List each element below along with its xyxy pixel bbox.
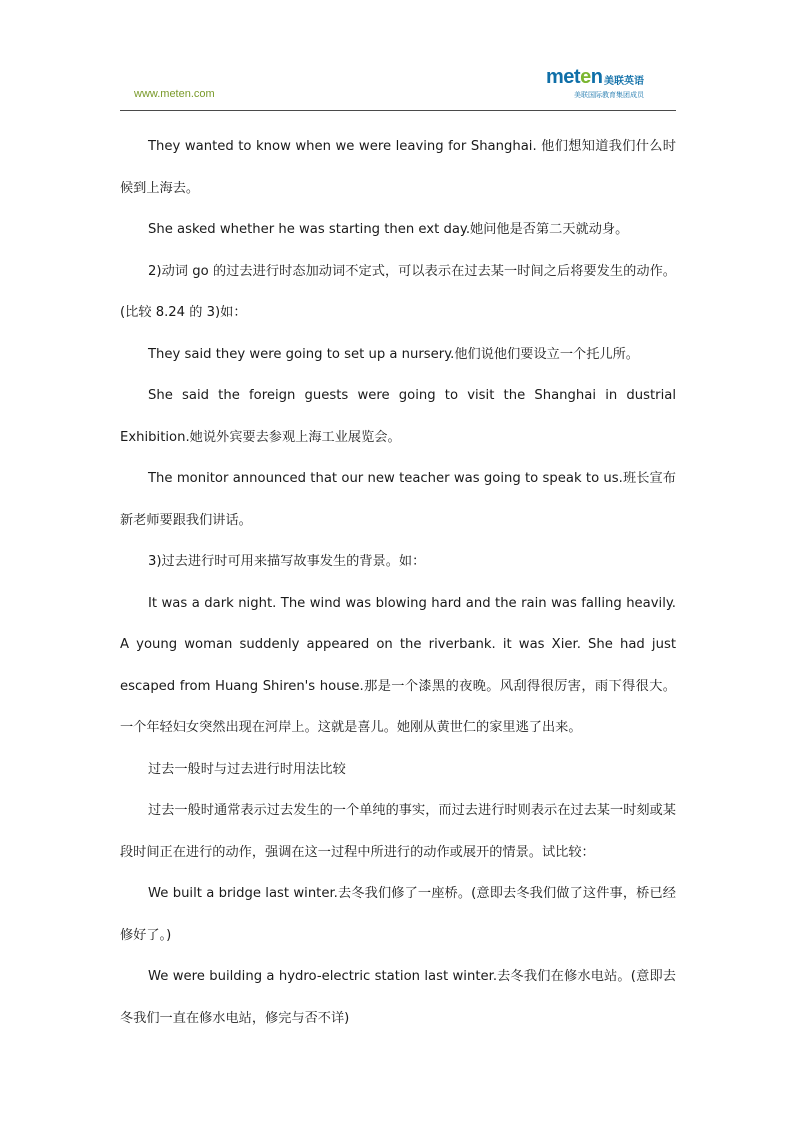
paragraph: We were building a hydro-electric station last winter.去冬我们在修水电站。(意即去冬我们一直在修水电站，修完与否不详) xyxy=(120,969,676,1026)
site-url[interactable]: www.meten.com xyxy=(134,88,215,100)
logo-subtitle: 美联国际教育集团成员 xyxy=(574,91,644,99)
paragraph: 2)动词 go 的过去进行时态加动词不定式，可以表示在过去某一时间之后将要发生的动作。(比较 8.24 的 3)如： xyxy=(120,263,676,320)
paragraph: The monitor announced that our new teacher was going to speak to us.班长宣布新老师要跟我们讲话。 xyxy=(120,471,676,528)
logo-wordmark: meten xyxy=(546,66,603,88)
paragraph: 过去一般时通常表示过去发生的一个单纯的事实，而过去进行时则表示在过去某一时刻或某段时间正在进行的动作，强调在这一过程中所进行的动作或展开的情景。试比较： xyxy=(120,803,676,860)
paragraph: They wanted to know when we were leaving for Shanghai. 他们想知道我们什么时候到上海去。 xyxy=(120,139,676,196)
paragraph: She said the foreign guests were going to visit the Shanghai in dustrial Exhibition.她说外宾要去参观上海工业展览会。 xyxy=(120,388,676,445)
document-body xyxy=(120,126,676,1039)
paragraph: We built a bridge last winter.去冬我们修了一座桥。(意即去冬我们做了这件事，桥已经修好了。) xyxy=(120,886,676,943)
paragraph: They said they were going to set up a nursery.他们说他们要设立一个托儿所。 xyxy=(148,346,639,362)
paragraph: It was a dark night. The wind was blowing hard and the rain was falling heavily. A young woman suddenly appeared on the riverbank. it was Xier. She had just escaped from Huang Shiren's house.那是一个漆黑的夜晚。风刮得很厉害，雨下得很大。一个年轻妇女突然出现在河岸上。这就是喜儿。她刚从黄世仁的家里逃了出来。 xyxy=(120,595,676,735)
paragraph: 3)过去进行时可用来描写故事发生的背景。如： xyxy=(148,554,426,569)
page-header xyxy=(120,60,676,120)
header-divider xyxy=(120,110,676,111)
paragraph: She asked whether he was starting then ext day.她问他是否第二天就动身。 xyxy=(148,222,629,237)
meten-logo xyxy=(546,66,666,106)
logo-chinese-name: 美联英语 xyxy=(604,76,644,87)
section-heading: 过去一般时与过去进行时用法比较 xyxy=(148,761,346,777)
